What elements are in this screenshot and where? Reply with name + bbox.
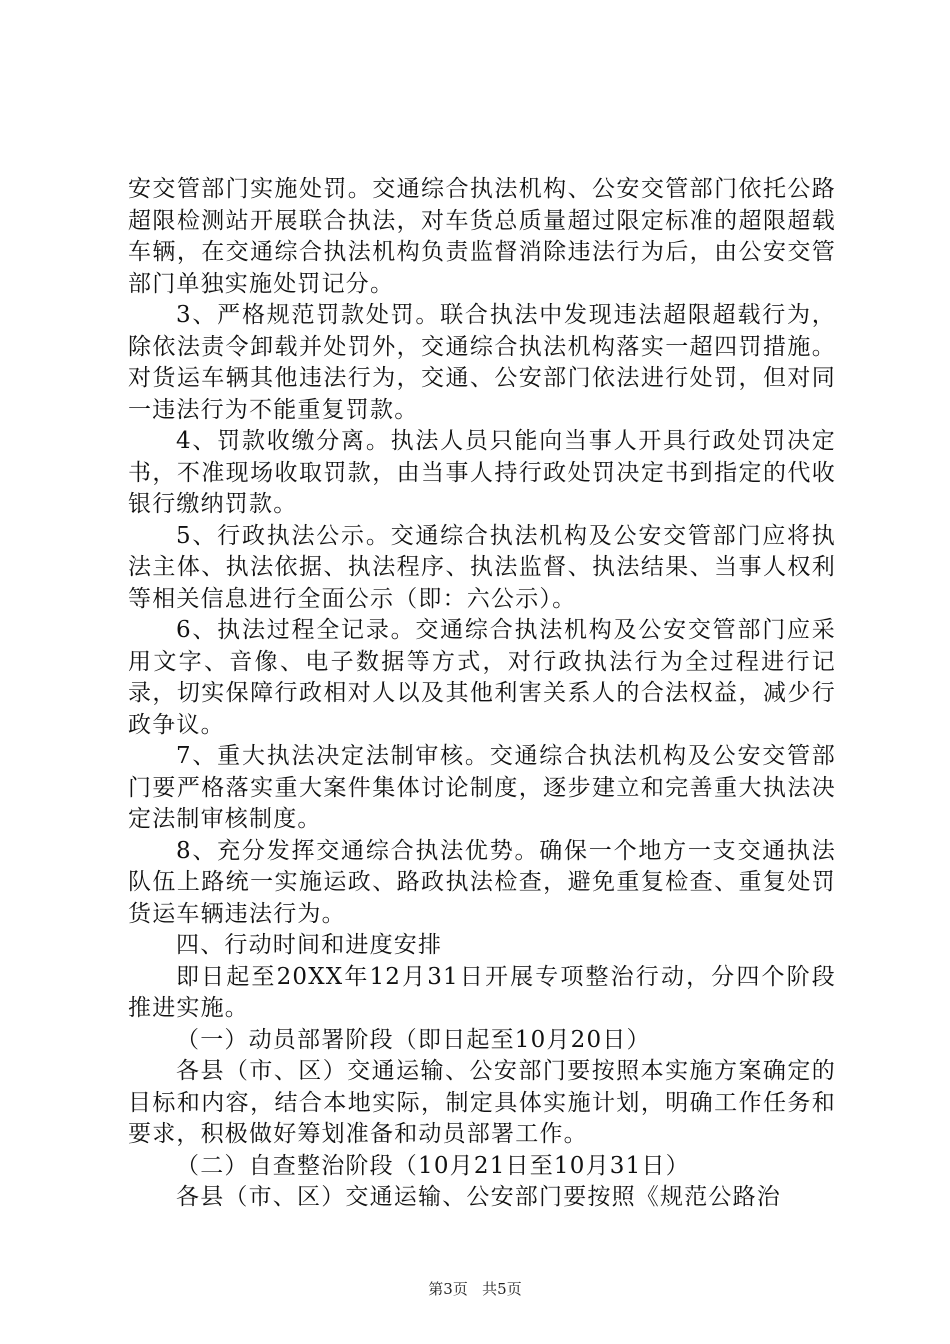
- paragraph-3: 5、行政执法公示。交通综合执法机构及公安交管部门应将执法主体、执法依据、执法程序、执法监督、执法结果、当事人权利等相关信息进行全面公示（即：六公示）。: [128, 522, 836, 612]
- footer-spacer: [473, 1280, 478, 1298]
- document-body: [128, 174, 836, 1214]
- paragraph-12: 各县（市、区）交通运输、公安部门要按照《规范公路治: [176, 1184, 781, 1210]
- subsection-heading-1: （一）动员部署阶段（即日起至10月20日）: [176, 1026, 651, 1053]
- paragraph-1: 3、严格规范罚款处罚。联合执法中发现违法超限超载行为，除依法责令卸载并处罚外，交通综合执法机构落实一超四罚措施。对货运车辆其他违法行为，交通、公安部门依法进行处罚，但对同一违法行为不能重复罚款。: [128, 302, 836, 423]
- paragraph-0: 安交管部门实施处罚。交通综合执法机构、公安交管部门依托公路超限检测站开展联合执法，对车货总质量超过限定标准的超限超载车辆，在交通综合执法机构负责监督消除违法行为后，由公安交管部门单独实施处罚记分。: [128, 176, 836, 297]
- paragraph-8: 即日起至20XX年12月31日开展专项整治行动，分四个阶段推进实施。: [128, 963, 836, 1021]
- page-footer: [0, 1278, 950, 1299]
- paragraph-2: 4、罚款收缴分离。执法人员只能向当事人开具行政处罚决定书，不准现场收取罚款，由当事人持行政处罚决定书到指定的代收银行缴纳罚款。: [128, 428, 836, 517]
- subsection-heading-2: （二）自查整治阶段（10月21日至10月31日）: [176, 1152, 690, 1179]
- section-heading: 四、行动时间和进度安排: [176, 932, 443, 958]
- page-number: 第3页: [428, 1280, 468, 1298]
- paragraph-6: 8、充分发挥交通综合执法优势。确保一个地方一支交通执法队伍上路统一实施运政、路政执法检查，避免重复检查、重复处罚货运车辆违法行为。: [128, 837, 836, 927]
- paragraph-5: 7、重大执法决定法制审核。交通综合执法机构及公安交管部门要严格落实重大案件集体讨论制度，逐步建立和完善重大执法决定法制审核制度。: [128, 743, 836, 832]
- page-total: 共5页: [482, 1280, 522, 1298]
- paragraph-10: 各县（市、区）交通运输、公安部门要按照本实施方案确定的目标和内容，结合本地实际，制定具体实施计划，明确工作任务和要求，积极做好筹划准备和动员部署工作。: [128, 1058, 836, 1147]
- paragraph-4: 6、执法过程全记录。交通综合执法机构及公安交管部门应采用文字、音像、电子数据等方式，对行政执法行为全过程进行记录，切实保障行政相对人以及其他利害关系人的合法权益，减少行政争议。: [128, 617, 836, 738]
